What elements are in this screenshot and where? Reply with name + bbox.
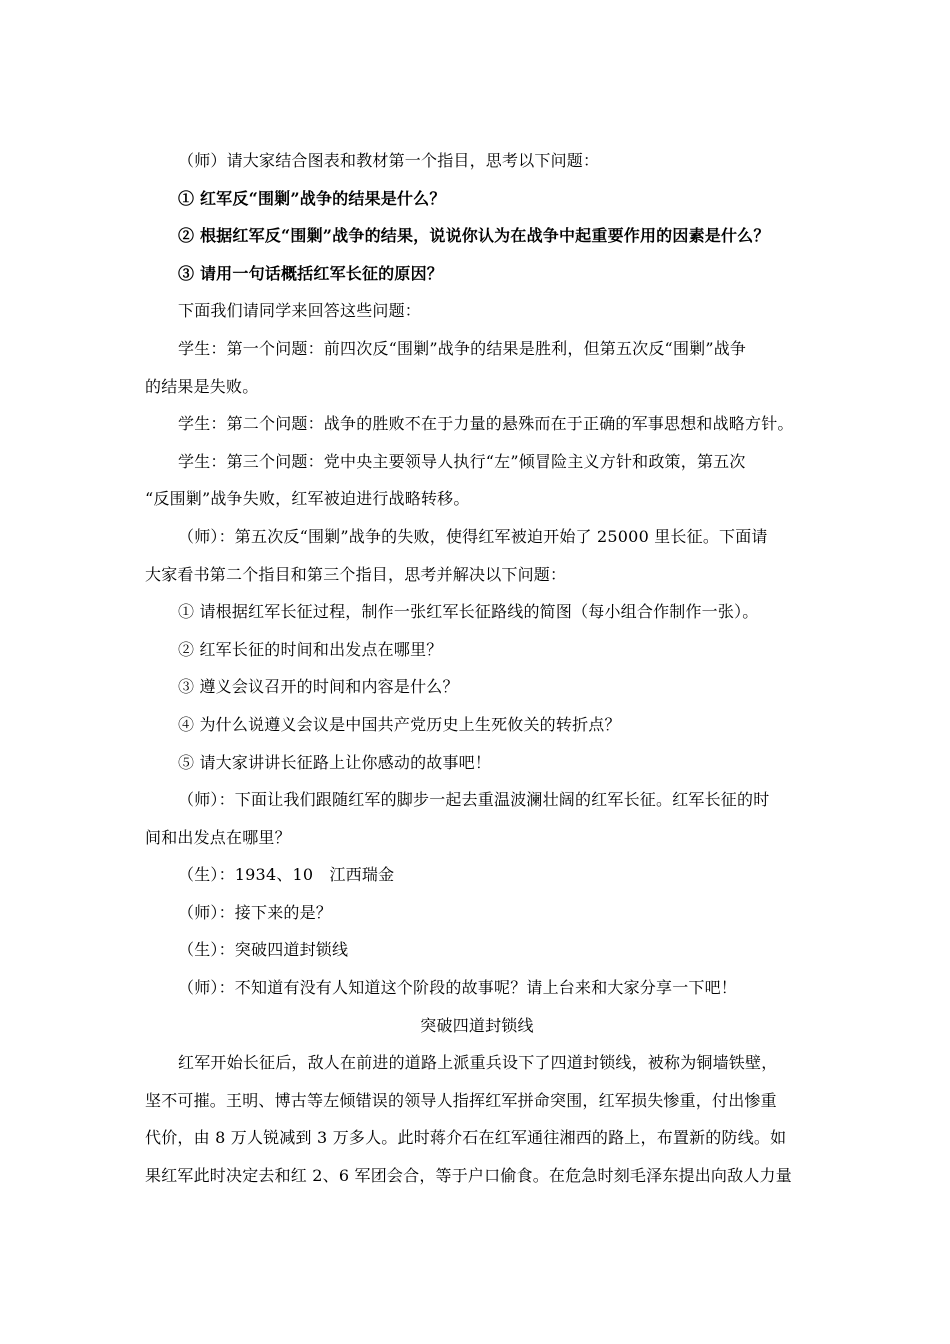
story-paragraph-line: 坚不可摧。王明、博古等左倾错误的领导人指挥红军拼命突围，红军损失惨重，付出惨重 xyxy=(145,1090,777,1110)
story-paragraph-line: 果红军此时决定去和红 2、6 军团会合，等于户口偷食。在危急时刻毛泽东提出向敌人力量 xyxy=(145,1166,792,1186)
teacher-line: （师）：接下来的是？ xyxy=(178,902,333,922)
paragraph-line: 下面我们请同学来回答这些问题： xyxy=(178,301,422,321)
task-2: ② 红军长征的时间和出发点在哪里？ xyxy=(178,639,443,659)
teacher-line: （师）：下面让我们跟随红军的脚步一起去重温波澜壮阔的红军长征。红军长征的时 xyxy=(178,790,770,810)
section-heading: 突破四道封锁线 xyxy=(420,1015,534,1035)
task-5: ⑤ 请大家讲讲长征路上让你感动的故事吧！ xyxy=(178,752,492,772)
question-1: ① 红军反“围剿”战争的结果是什么？ xyxy=(178,188,446,208)
teacher-prompt: （师）请大家结合图表和教材第一个指目，思考以下问题： xyxy=(178,151,600,170)
task-3: ③ 遵义会议召开的时间和内容是什么？ xyxy=(178,677,459,697)
student-answer-1: 学生：第一个问题：前四次反“围剿”战争的结果是胜利，但第五次反“围剿”战争 xyxy=(178,338,747,358)
teacher-line-cont: 大家看书第二个指目和第三个指目，思考并解决以下问题： xyxy=(145,564,567,584)
student-answer-3: 学生：第三个问题：党中央主要领导人执行“左”倾冒险主义方针和政策，第五次 xyxy=(178,451,746,471)
student-answer-2: 学生：第二个问题：战争的胜败不在于力量的悬殊而在于正确的军事思想和战略方针。 xyxy=(178,414,794,434)
teacher-line: （师）：第五次反“围剿”战争的失败，使得红军被迫开始了 25000 里长征。下面请 xyxy=(178,526,768,546)
question-3: ③ 请用一句话概括红军长征的原因？ xyxy=(178,263,443,283)
document-page xyxy=(145,142,809,1195)
student-line: （生）：1934、10 江西瑞金 xyxy=(178,865,395,885)
task-4: ④ 为什么说遵义会议是中国共产党历史上生死攸关的转折点？ xyxy=(178,714,621,734)
teacher-line: （师）：不知道有没有人知道这个阶段的故事呢？请上台来和大家分享一下吧！ xyxy=(178,978,738,998)
question-2: ② 根据红军反“围剿”战争的结果，说说你认为在战争中起重要作用的因素是什么？ xyxy=(178,226,770,246)
teacher-line-cont: 间和出发点在哪里？ xyxy=(145,827,291,847)
story-paragraph-line: 红军开始长征后，敌人在前进的道路上派重兵设下了四道封锁线，被称为铜墙铁壁， xyxy=(178,1053,778,1073)
student-answer-1-cont: 的结果是失败。 xyxy=(145,376,259,396)
task-1: ① 请根据红军长征过程，制作一张红军长征路线的简图（每小组合作制作一张）。 xyxy=(178,602,759,622)
student-line: （生）：突破四道封锁线 xyxy=(178,940,349,960)
story-paragraph-line: 代价，由 8 万人锐减到 3 万多人。此时蒋介石在红军通往湘西的路上，布置新的防线。如 xyxy=(145,1128,787,1148)
student-answer-3-cont: “反围剿”战争失败，红军被迫进行战略转移。 xyxy=(145,489,470,509)
